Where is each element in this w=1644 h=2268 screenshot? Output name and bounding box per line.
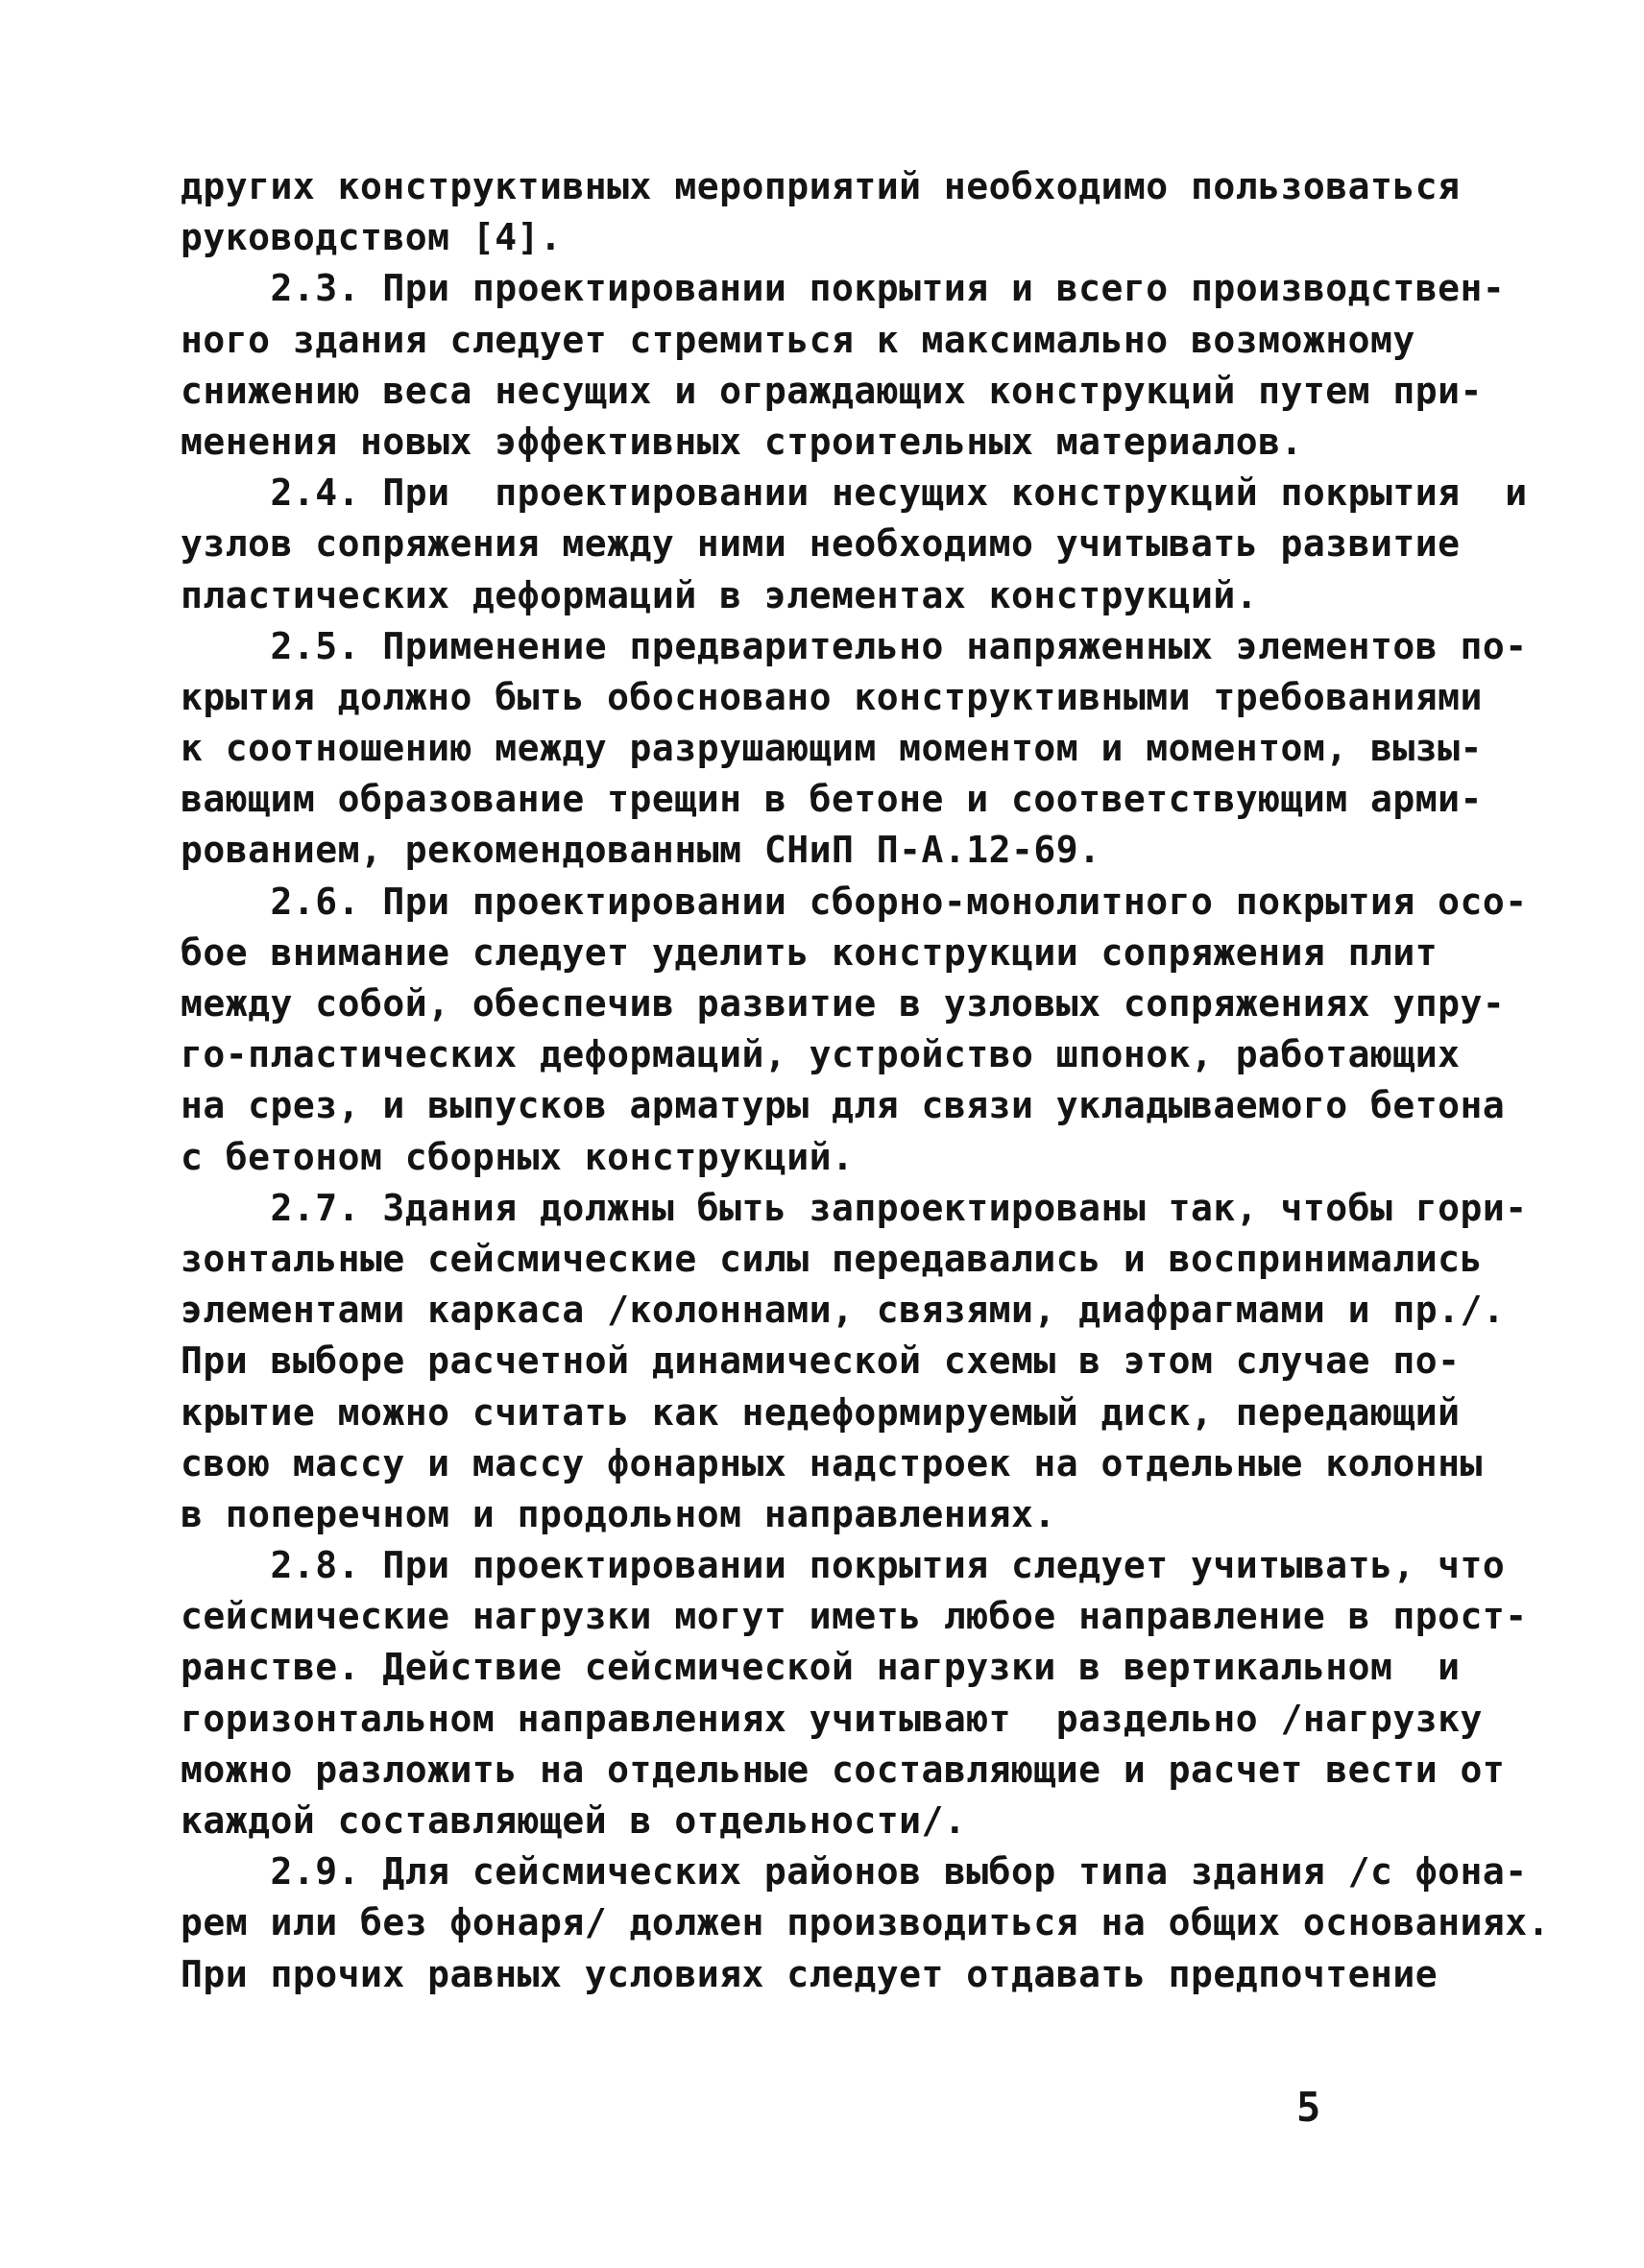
text-line: бое внимание следует уделить конструкции сопряжения плит	[181, 930, 1438, 974]
text-line: в поперечном и продольном направлениях.	[181, 1492, 1056, 1535]
text-line: снижению веса несущих и ограждающих конструкций путем при-	[181, 369, 1483, 412]
page-number: 5	[1296, 2084, 1321, 2131]
text-line: можно разложить на отдельные составляющие и расчет вести от	[181, 1748, 1506, 1791]
text-line: между собой, обеспечив развитие в узловых сопряжениях упру-	[181, 982, 1506, 1025]
text-line: с бетоном сборных конструкций.	[181, 1135, 855, 1178]
paragraph	[181, 263, 1506, 468]
text-line: на срез, и выпусков арматуры для связи укладываемого бетона	[181, 1084, 1506, 1127]
text-line: свою массу и массу фонарных надстроек на отдельные колонны	[181, 1441, 1483, 1484]
text-line: 2.3. При проектировании покрытия и всего производствен-	[181, 267, 1506, 310]
text-line: элементами каркаса /колоннами, связями, диафрагмами и пр./.	[181, 1289, 1506, 1332]
text-line: рованием, рекомендованным СНиП П-А.12-69.	[181, 829, 1101, 872]
paragraph	[181, 1540, 1528, 1846]
text-line: узлов сопряжения между ними необходимо учитывать развитие	[181, 522, 1461, 566]
body-text	[181, 161, 1551, 2000]
text-line: 2.7. Здания должны быть запроектированы так, чтобы гори-	[181, 1186, 1528, 1229]
text-line: пластических деформаций в элементах конструкций.	[181, 573, 1259, 616]
text-line: ного здания следует стремиться к максимально возможному	[181, 318, 1415, 361]
text-line: менения новых эффективных строительных материалов.	[181, 420, 1303, 463]
text-line: 2.5. Применение предварительно напряженных элементов по-	[181, 624, 1528, 667]
text-line: рем или без фонаря/ должен производиться на общих основаниях.	[181, 1901, 1551, 1944]
text-line: При выборе расчетной динамической схемы в этом случае по-	[181, 1339, 1461, 1383]
text-line: вающим образование трещин в бетоне и соответствующим арми-	[181, 778, 1483, 821]
text-line: крытие можно считать как недеформируемый диск, передающий	[181, 1390, 1461, 1434]
text-line: При прочих равных условиях следует отдавать предпочтение	[181, 1952, 1438, 1995]
text-line: зонтальные сейсмические силы передавались и воспринимались	[181, 1237, 1483, 1280]
text-line: руководством [4].	[181, 216, 563, 259]
text-line: крытия должно быть обосновано конструктивными требованиями	[181, 675, 1483, 718]
text-line: 2.4. При проектировании несущих конструкций покрытия и	[181, 471, 1528, 515]
text-line: горизонтальном направлениях учитывают раздельно /нагрузку	[181, 1697, 1483, 1740]
paragraph	[181, 161, 1461, 263]
paragraph	[181, 1846, 1551, 2000]
text-line: каждой составляющей в отдельности/.	[181, 1799, 967, 1842]
text-line: ранстве. Действие сейсмической нагрузки в вертикальном и	[181, 1646, 1461, 1689]
paragraph	[181, 877, 1528, 1183]
text-line: к соотношению между разрушающим моментом и моментом, вызы-	[181, 727, 1483, 770]
text-line: го-пластических деформаций, устройство шпонок, работающих	[181, 1033, 1461, 1076]
text-line: 2.6. При проектировании сборно-монолитного покрытия осо-	[181, 880, 1528, 923]
text-line: 2.9. Для сейсмических районов выбор типа здания /с фона-	[181, 1850, 1528, 1894]
paragraph	[181, 1183, 1528, 1540]
text-line: сейсмические нагрузки могут иметь любое направление в прост-	[181, 1595, 1528, 1638]
text-line: других конструктивных мероприятий необходимо пользоваться	[181, 165, 1461, 207]
paragraph	[181, 621, 1528, 877]
paragraph	[181, 468, 1528, 621]
text-line: 2.8. При проектировании покрытия следует учитывать, что	[181, 1544, 1506, 1587]
